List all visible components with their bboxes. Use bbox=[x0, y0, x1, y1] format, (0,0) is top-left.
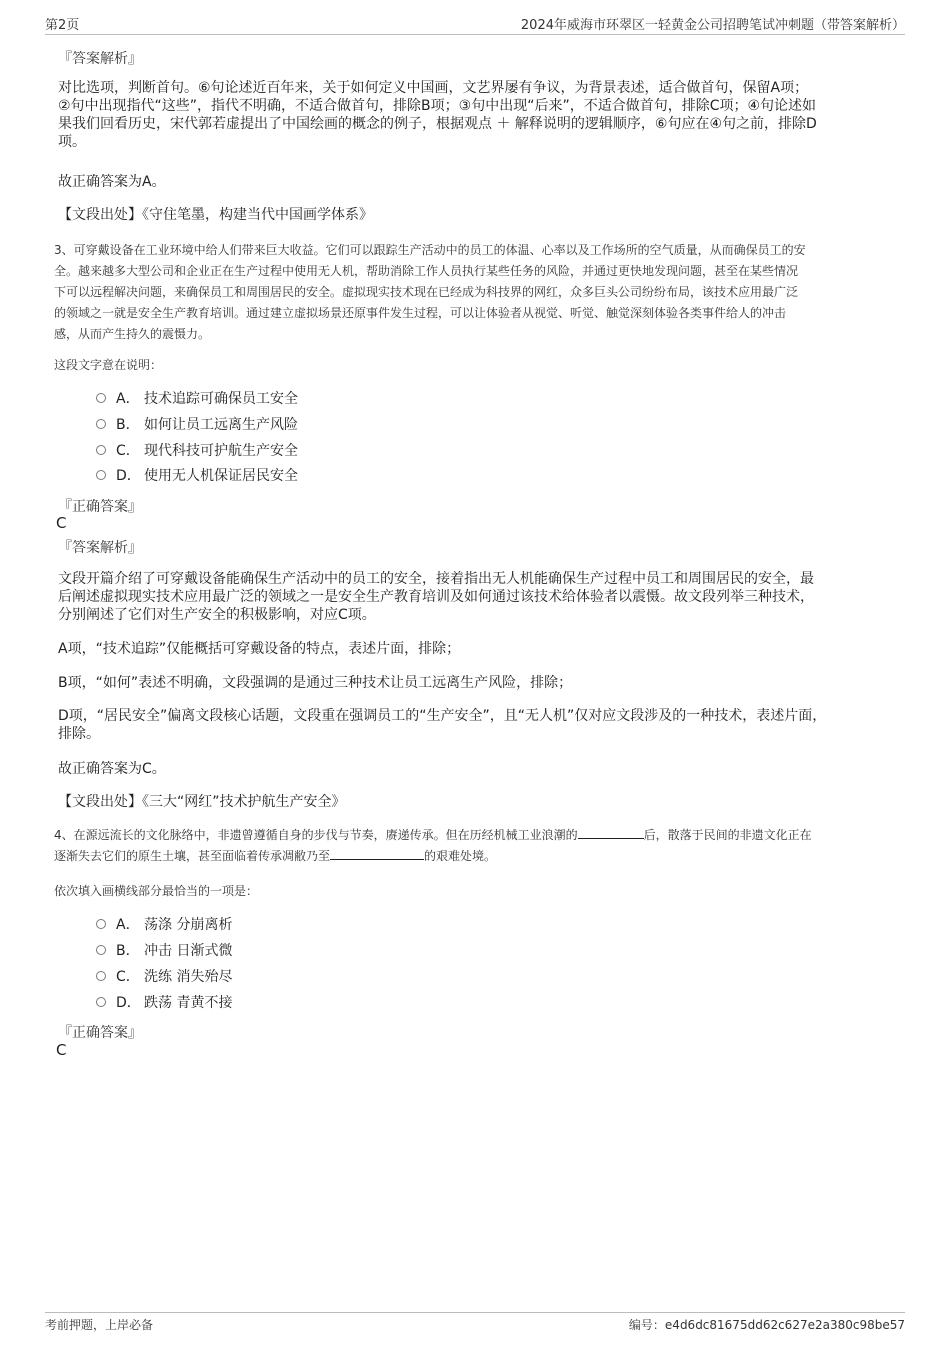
radio-icon[interactable] bbox=[96, 945, 106, 955]
question-fragment: 逐渐失去它们的原生土壤，甚至面临着传承凋敝乃至 bbox=[54, 849, 331, 863]
document-code: 编号：e4d6dc81675dd62c627e2a380c98be57 bbox=[628, 1318, 905, 1332]
q3-option-c[interactable] bbox=[96, 440, 298, 462]
footer-slogan: 考前押题，上岸必备 bbox=[45, 1318, 154, 1332]
q4-option-d[interactable] bbox=[96, 992, 232, 1014]
q3-prompt: 这段文字意在说明： bbox=[54, 358, 163, 372]
document-title: 2024年威海市环翠区一轻黄金公司招聘笔试冲刺题（带答案解析） bbox=[520, 18, 905, 33]
question-fragment: 的艰难处境。 bbox=[424, 849, 497, 863]
option-letter: B． bbox=[116, 943, 140, 959]
analysis-line: ②句中出现指代“这些”，指代不明确，不适合做首句，排除B项；③句中出现“后来”，不适合做首句，排除C项；④句论述如 bbox=[58, 98, 817, 114]
option-text: 使用无人机保证居民安全 bbox=[144, 468, 298, 484]
question-line: 感，从而产生持久的震慑力。 bbox=[54, 327, 211, 341]
question-line bbox=[54, 825, 899, 846]
q4-option-a[interactable] bbox=[96, 914, 232, 936]
fill-blank-2 bbox=[330, 847, 424, 860]
option-letter: D． bbox=[116, 995, 141, 1011]
q2-conclusion: 故正确答案为A。 bbox=[58, 174, 166, 190]
option-letter: D． bbox=[116, 468, 141, 484]
analysis-line: 排除。 bbox=[58, 726, 100, 742]
question-line: 的领域之一就是安全生产教育培训。通过建立虚拟场景还原事件发生过程，可以让体验者从视觉、听觉、触觉深刻体验各类事件给人的冲击 bbox=[54, 306, 787, 320]
analysis-line: 对比选项，判断首句。⑥句论述近百年来，关于如何定义中国画，文艺界屡有争议，为背景表述，适合做首句，保留A项； bbox=[58, 80, 809, 96]
question-line: 下可以远程解决问题，来确保员工和周围居民的安全。虚拟现实技术现在已经成为科技界的网红，众多巨头公司纷纷布局，该技术应用最广泛 bbox=[54, 285, 799, 299]
q3-analysis-text bbox=[58, 570, 888, 624]
radio-icon[interactable] bbox=[96, 393, 106, 403]
q3-analysis-label: 『答案解析』 bbox=[58, 540, 142, 556]
option-letter: B． bbox=[116, 417, 140, 433]
option-text: 跌荡 青黄不接 bbox=[144, 995, 233, 1011]
option-letter: C． bbox=[116, 969, 140, 985]
page-number: 第2页 bbox=[45, 18, 80, 33]
option-letter: A． bbox=[116, 391, 140, 407]
q3-source: 【文段出处】《三大“网红”技术护航生产安全》 bbox=[58, 794, 346, 810]
page-header bbox=[45, 14, 905, 35]
q3-option-b[interactable] bbox=[96, 414, 298, 436]
q3-exclude-a: A项，“技术追踪”仅能概括可穿戴设备的特点，表述片面，排除； bbox=[58, 641, 461, 657]
option-text: 现代科技可护航生产安全 bbox=[144, 443, 298, 459]
question-line bbox=[54, 846, 899, 867]
question-line: 全。越来越多大型公司和企业正在生产过程中使用无人机，帮助消除工作人员执行某些任务的风险，并通过更快地发现问题，甚至在某些情况 bbox=[54, 264, 799, 278]
q4-prompt: 依次填入画横线部分最恰当的一项是： bbox=[54, 884, 259, 898]
radio-icon[interactable] bbox=[96, 470, 106, 480]
radio-icon[interactable] bbox=[96, 971, 106, 981]
q3-conclusion: 故正确答案为C。 bbox=[58, 761, 166, 777]
q3-option-a[interactable] bbox=[96, 388, 298, 410]
analysis-line: 文段开篇介绍了可穿戴设备能确保生产活动中的员工的安全，接着指出无人机能确保生产过程中员工和周围居民的安全，最 bbox=[58, 571, 814, 587]
q4-correct-answer: C bbox=[56, 1041, 67, 1059]
fill-blank-1 bbox=[578, 826, 644, 839]
q3-question-text bbox=[54, 240, 899, 345]
analysis-line: 分别阐述了它们对生产安全的积极影响，对应C项。 bbox=[58, 607, 376, 623]
option-letter: C． bbox=[116, 443, 140, 459]
option-letter: A． bbox=[116, 917, 140, 933]
option-text: 荡涤 分崩离析 bbox=[144, 917, 233, 933]
page-footer bbox=[45, 1312, 905, 1333]
option-text: 技术追踪可确保员工安全 bbox=[144, 391, 298, 407]
q4-question-text bbox=[54, 825, 899, 867]
analysis-line: 项。 bbox=[58, 134, 86, 150]
q4-correct-label: 『正确答案』 bbox=[58, 1025, 142, 1041]
question-line: 3、可穿戴设备在工业环境中给人们带来巨大收益。它们可以跟踪生产活动中的员工的体温、心率以及工作场所的空气质量，从而确保员工的安 bbox=[54, 243, 806, 257]
q2-analysis-label: 『答案解析』 bbox=[58, 51, 142, 67]
radio-icon[interactable] bbox=[96, 419, 106, 429]
question-fragment: 4、在源远流长的文化脉络中，非遗曾遵循自身的步伐与节奏，赓递传承。但在历经机械工业浪潮的 bbox=[54, 828, 578, 842]
q3-option-d[interactable] bbox=[96, 465, 298, 487]
analysis-line: 果我们回看历史，宋代郭若虚提出了中国绘画的概念的例子，根据观点 ＋ 解释说明的逻辑顺序，⑥句应在④句之前，排除D bbox=[58, 116, 817, 132]
radio-icon[interactable] bbox=[96, 445, 106, 455]
q2-source: 【文段出处】《守住笔墨，构建当代中国画学体系》 bbox=[58, 207, 373, 223]
q3-correct-label: 『正确答案』 bbox=[58, 499, 142, 515]
option-text: 冲击 日渐式微 bbox=[144, 943, 233, 959]
option-text: 如何让员工远离生产风险 bbox=[144, 417, 298, 433]
q2-analysis-text bbox=[58, 79, 888, 151]
q3-exclude-b: B项，“如何”表述不明确，文段强调的是通过三种技术让员工远离生产风险，排除； bbox=[58, 675, 573, 691]
q3-correct-answer: C bbox=[56, 514, 67, 532]
radio-icon[interactable] bbox=[96, 919, 106, 929]
question-fragment: 后，散落于民间的非遗文化正在 bbox=[643, 828, 812, 842]
option-text: 洗练 消失殆尽 bbox=[144, 969, 233, 985]
q4-option-b[interactable] bbox=[96, 940, 232, 962]
q3-exclude-d bbox=[58, 707, 888, 743]
q4-option-c[interactable] bbox=[96, 966, 232, 988]
radio-icon[interactable] bbox=[96, 997, 106, 1007]
analysis-line: D项，“居民安全”偏离文段核心话题，文段重在强调员工的“生产安全”，且“无人机”仅对应文段涉及的一种技术，表述片面， bbox=[58, 708, 827, 724]
analysis-line: 后阐述虚拟现实技术应用最广泛的领域之一是安全生产教育培训及如何通过该技术给体验者以震慑。故文段列举三种技术， bbox=[58, 589, 814, 605]
